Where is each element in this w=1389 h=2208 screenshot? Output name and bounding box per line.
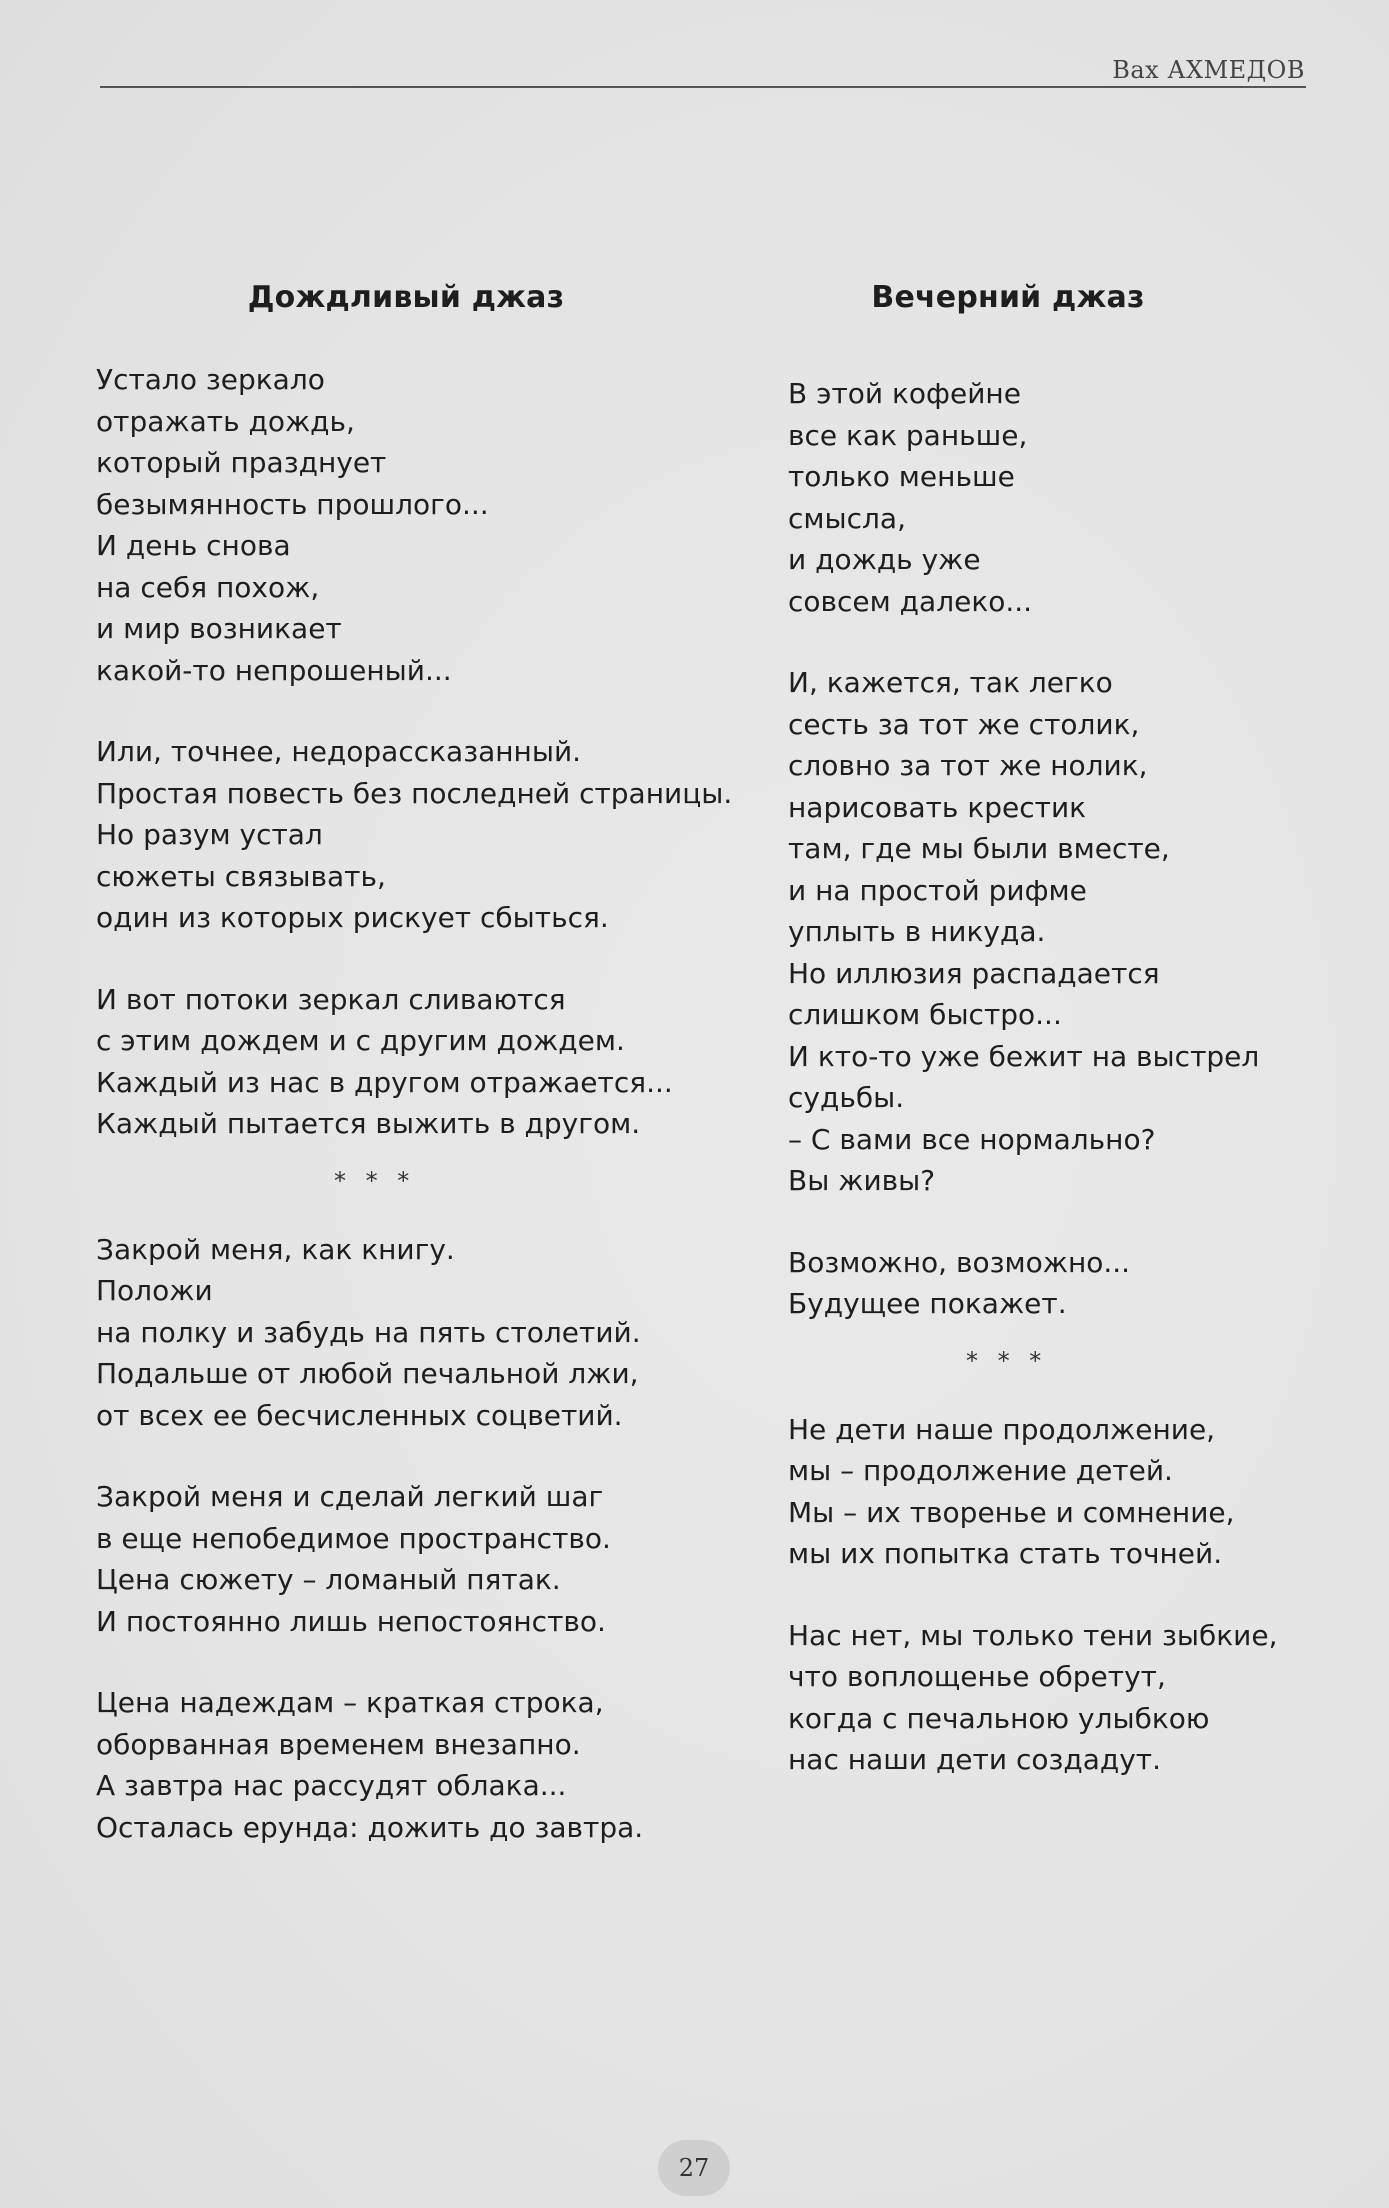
stanza [96,1229,736,1437]
poem-line: на полку и забудь на пять столетий. [96,1315,641,1349]
section-divider-left: * * * [334,1166,416,1195]
poem-line: А завтра нас рассудят облака... [96,1769,567,1802]
poem-line: смысла, [788,501,906,535]
poem-line: Устало зеркало [96,363,325,396]
poem-line: мы их попытка стать точней. [788,1537,1223,1570]
poem-line: И кто-то уже бежит на выстрел [788,1039,1260,1073]
poem-line: и дождь уже [788,543,981,576]
stanza [96,1682,736,1848]
poem-line: Простая повесть без последней страницы. [96,776,733,810]
poem-line: Закрой меня, как книгу. [96,1232,455,1266]
poem-line: Но иллюзия распадается [788,956,1160,990]
poem-line: мы – продолжение детей. [788,1454,1173,1487]
poem-line: И постоянно лишь непостоянство. [96,1604,606,1638]
stanza [788,1242,1348,1325]
left-stanzas-2 [96,1229,736,1849]
right-stanzas-2 [788,1409,1348,1781]
left-column [96,280,736,1888]
poem-line: что воплощенье обретут, [788,1660,1166,1693]
right-column [788,280,1348,1821]
poem-line: И вот потоки зеркал сливаются [96,982,566,1016]
poem-line: сюжеты связывать, [96,859,386,893]
poem-line: безымянность прошлого... [96,487,489,521]
poem-line: уплыть в никуда. [788,915,1046,948]
stanza [788,1615,1348,1781]
stanza [96,1476,736,1642]
poem-line: оборванная временем внезапно. [96,1727,581,1761]
poem-line: и мир возникает [96,612,342,645]
header-rule [100,86,1306,88]
running-header-author: Вах АХМЕДОВ [1112,56,1305,84]
poem-line: Будущее покажет. [788,1287,1067,1320]
poem-line: Вы живы? [788,1164,936,1197]
poem-line: и на простой рифме [788,873,1087,907]
poem-line: на себя похож, [96,570,320,604]
poem-title-left: Дождливый джаз [247,280,565,315]
poem-line: Осталась ерунда: дожить до завтра. [96,1810,644,1844]
stanza [96,359,736,691]
poem-line: все как раньше, [788,418,1028,452]
poem-line: нас наши дети создадут. [788,1743,1162,1776]
poem-line: словно за тот же нолик, [788,749,1148,782]
poem-line: Нас нет, мы только тени зыбкие, [788,1618,1278,1652]
poem-line: только меньше [788,460,1015,493]
left-stanzas [96,359,736,1145]
poem-line: в еще непобедимое пространство. [96,1521,611,1555]
poem-line: Цена надеждам – краткая строка, [96,1686,604,1719]
poem-line: который празднует [96,446,387,479]
poem-line: – С вами все нормально? [788,1122,1156,1156]
stanza [96,731,736,939]
poem-line: когда с печальною улыбкою [788,1701,1210,1735]
poem-line: от всех ее бесчисленных соцветий. [96,1398,623,1432]
stanza [788,1409,1348,1575]
poem-line: совсем далеко... [788,584,1033,618]
stanza [788,373,1348,622]
poem-line: И, кажется, так легко [788,666,1113,699]
stanza [96,979,736,1145]
poem-line: Каждый пытается выжить в другом. [96,1107,641,1140]
poem-line: там, где мы были вместе, [788,832,1170,865]
poem-line: нарисовать крестик [788,790,1087,824]
poem-line: Подальше от любой печальной лжи, [96,1357,639,1390]
poem-title-right: Вечерний джаз [871,280,1145,315]
poem-line: Не дети наше продолжение, [788,1412,1216,1446]
poem-line: сесть за тот же столик, [788,707,1140,741]
poem-line: Возможно, возможно... [788,1245,1131,1279]
poem-line: Положи [96,1274,213,1307]
poem-line: один из которых рискует сбыться. [96,901,609,934]
poem-line: Каждый из нас в другом отражается... [96,1065,673,1099]
page-number: 27 [658,2140,730,2196]
poem-line: отражать дождь, [96,404,355,438]
poem-line: Или, точнее, недорассказанный. [96,735,582,768]
poem-line: Закрой меня и сделай легкий шаг [96,1480,604,1513]
poem-line: Но разум устал [96,818,323,851]
poem-line: с этим дождем и с другим дождем. [96,1024,625,1057]
poem-line: В этой кофейне [788,377,1021,410]
poem-line: слишком быстро... [788,998,1062,1031]
right-stanzas [788,373,1348,1325]
poem-line: Цена сюжету – ломаный пятак. [96,1563,561,1596]
stanza [788,662,1348,1202]
poem-line: Мы – их творенье и сомнение, [788,1495,1235,1529]
poem-line: судьбы. [788,1081,905,1114]
poem-line: какой-то непрошеный... [96,653,452,687]
poem-line: И день снова [96,529,291,562]
section-divider-right: * * * [966,1346,1048,1375]
